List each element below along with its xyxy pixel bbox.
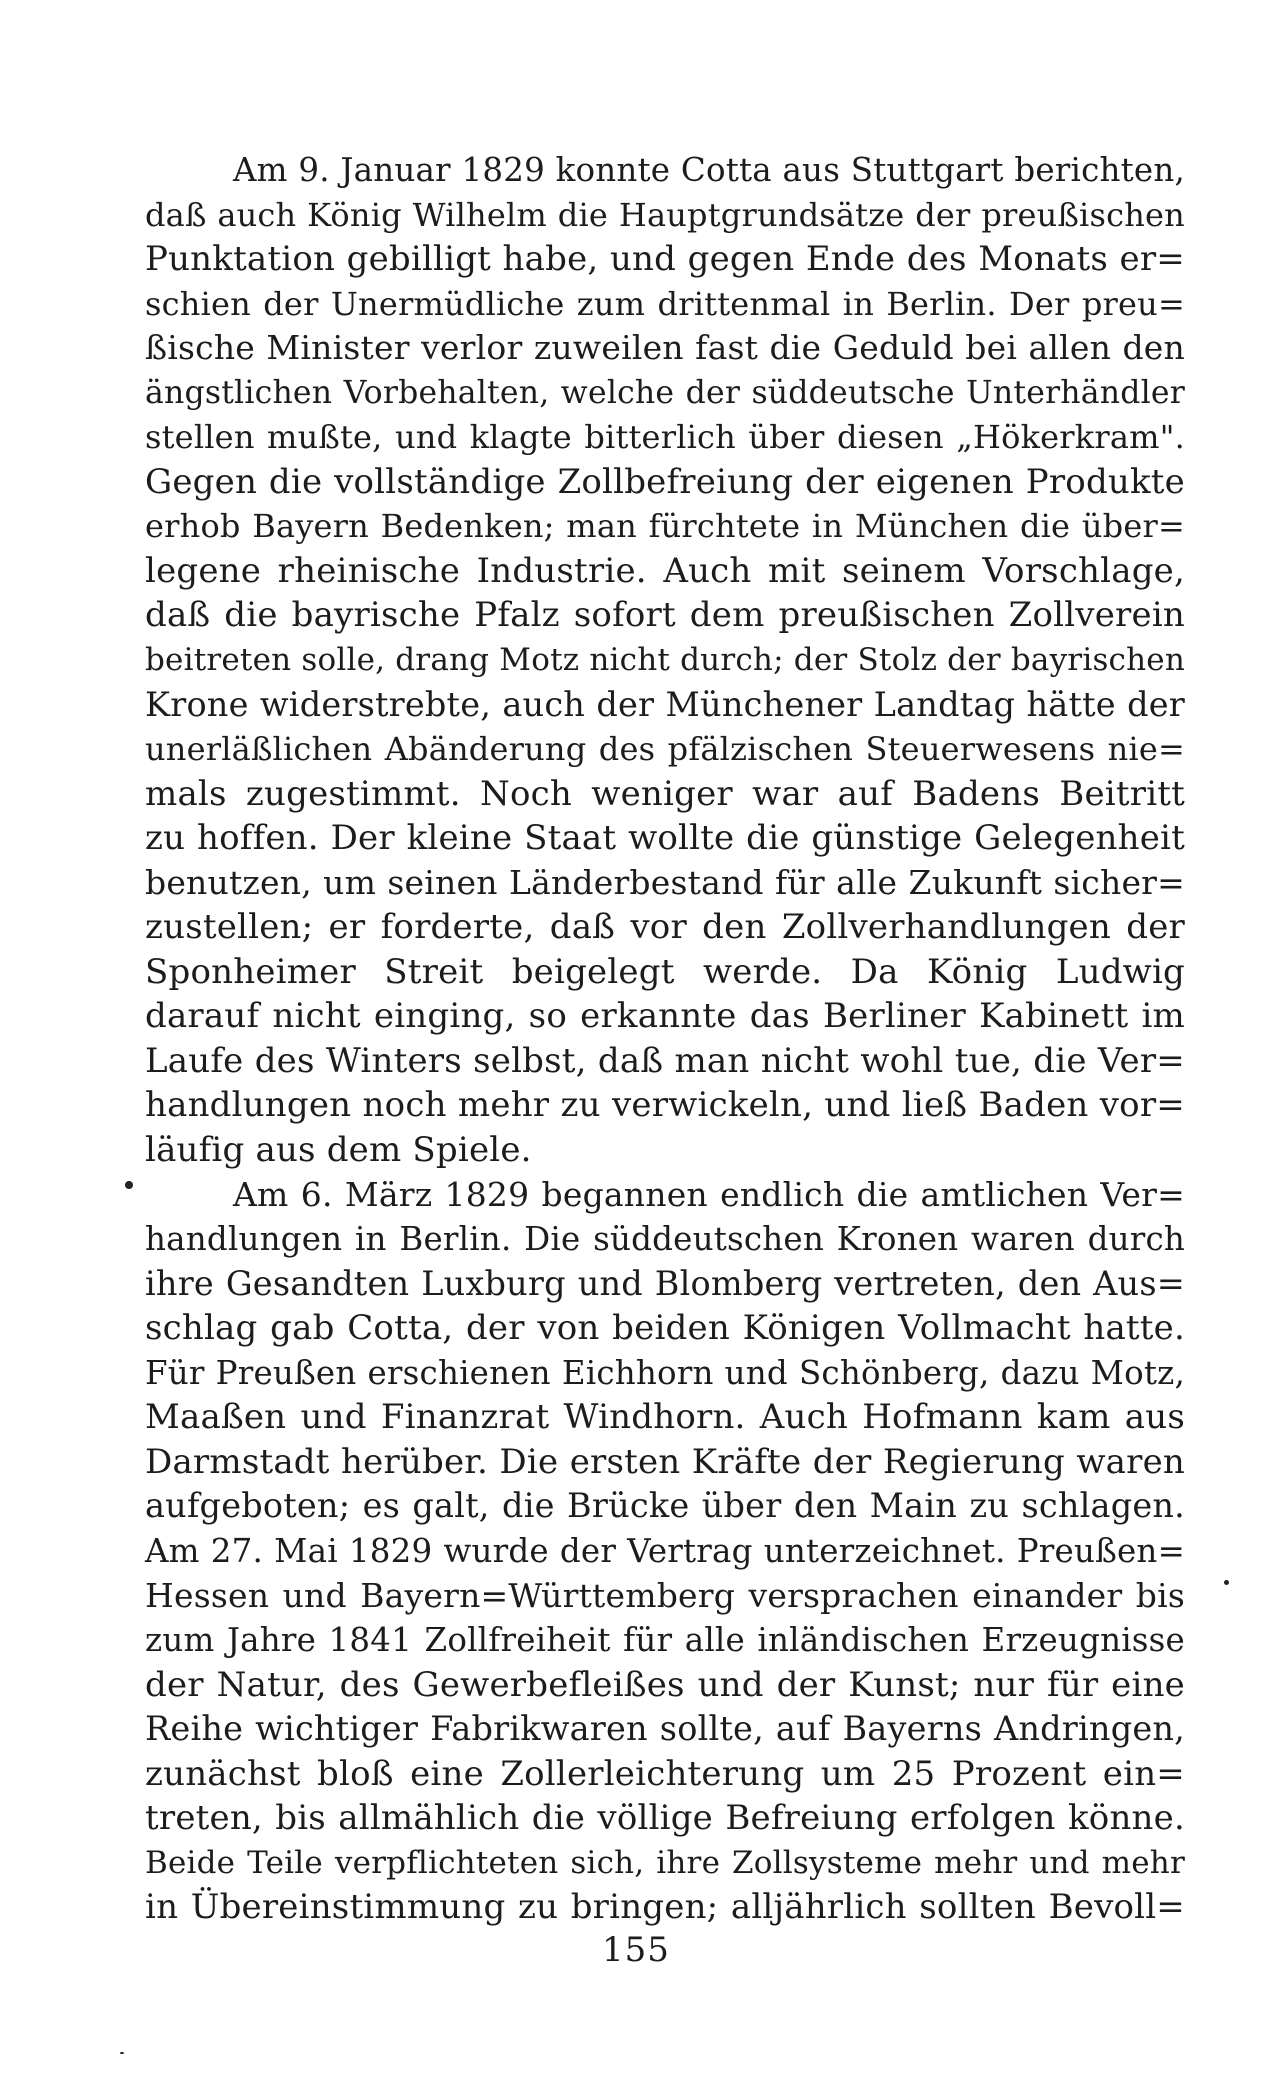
text-line: mals zugestimmt. Noch weniger war auf Badens Beitritt	[145, 773, 1185, 814]
text-line: Darmstadt herüber. Die ersten Kräfte der Regierung waren	[145, 1441, 1185, 1482]
text-line: stellen mußte, und klagte bitterlich über diesen „Hökerkram".	[145, 418, 1185, 457]
body-text	[145, 148, 1185, 1930]
print-speck	[1224, 1580, 1229, 1585]
text-line: daß auch König Wilhelm die Hauptgrundsätze der preußischen	[145, 195, 1185, 234]
text-line: darauf nicht einging, so erkannte das Berliner Kabinett im	[145, 996, 1185, 1037]
text-line: zum Jahre 1841 Zollfreiheit für alle inländischen Erzeugnisse	[145, 1621, 1185, 1660]
text-line: aufgeboten; es galt, die Brücke über den Main zu schlagen.	[145, 1486, 1185, 1526]
text-line: zunächst bloß eine Zollerleichterung um 25 Prozent ein=	[145, 1753, 1185, 1794]
text-line: erhob Bayern Bedenken; man fürchtete in München die über=	[145, 507, 1185, 546]
text-line: Am 27. Mai 1829 wurde der Vertrag unterzeichnet. Preußen=	[145, 1531, 1185, 1570]
text-line: Hessen und Bayern=Württemberg versprachen einander bis	[145, 1575, 1185, 1615]
text-line: treten, bis allmählich die völlige Befreiung erfolgen könne.	[145, 1798, 1185, 1839]
text-line: Gegen die vollständige Zollbefreiung der eigenen Produkte	[145, 461, 1185, 502]
text-line: Laufe des Winters selbst, daß man nicht wohl tue, die Ver=	[145, 1040, 1185, 1081]
paragraph-2	[145, 1173, 1185, 1930]
text-line: benutzen, um seinen Länderbestand für alle Zukunft sicher=	[145, 862, 1185, 902]
text-line: zu hoffen. Der kleine Staat wollte die günstige Gelegenheit	[145, 818, 1185, 859]
text-line: ßische Minister verlor zuweilen fast die Geduld bei allen den	[145, 328, 1185, 368]
text-line: unerläßlichen Abänderung des pfälzischen Steuerwesens nie=	[145, 730, 1185, 769]
text-line: ängstlichen Vorbehalten, welche der süddeutsche Unterhändler	[145, 374, 1185, 411]
text-line: handlungen noch mehr zu verwickeln, und ließ Baden vor=	[145, 1085, 1185, 1126]
text-line: in Übereinstimmung zu bringen; alljährlich sollten Bevoll=	[145, 1887, 1185, 1928]
text-line: beitreten solle, drang Motz nicht durch; der Stolz der bayrischen	[145, 642, 1185, 679]
text-line: Am 9. Januar 1829 konnte Cotta aus Stuttgart berichten,	[233, 151, 1185, 189]
text-line: Punktation gebilligt habe, und gegen Ende des Monats er=	[145, 239, 1185, 280]
text-line: Für Preußen erschienen Eichhorn und Schönberg, dazu Motz,	[145, 1353, 1185, 1392]
paragraph-1	[145, 148, 1185, 1173]
text-line: Beide Teile verpflichteten sich, ihre Zollsysteme mehr und mehr	[145, 1844, 1185, 1881]
text-line: handlungen in Berlin. Die süddeutschen Kronen waren durch	[145, 1220, 1185, 1259]
text-line: zustellen; er forderte, daß vor den Zollverhandlungen der	[145, 907, 1185, 948]
text-line: schlag gab Cotta, der von beiden Königen Vollmacht hatte.	[145, 1308, 1185, 1349]
page-number: 155	[602, 1930, 670, 1970]
print-speck	[125, 1181, 133, 1189]
text-line: ihre Gesandten Luxburg und Blomberg vertreten, den Aus=	[145, 1263, 1185, 1303]
text-line: Am 6. März 1829 begannen endlich die amtlichen Ver=	[233, 1174, 1185, 1214]
text-line: Reihe wichtiger Fabrikwaren sollte, auf Bayerns Andringen,	[145, 1709, 1185, 1749]
text-line: legene rheinische Industrie. Auch mit seinem Vorschlage,	[145, 550, 1185, 591]
text-line: Sponheimer Streit beigelegt werde. Da König Ludwig	[145, 951, 1185, 992]
print-speck	[120, 2052, 124, 2054]
text-line: der Natur, des Gewerbefleißes und der Kunst; nur für eine	[145, 1664, 1185, 1705]
text-line: Maaßen und Finanzrat Windhorn. Auch Hofmann kam aus	[145, 1397, 1185, 1438]
text-line: schien der Unermüdliche zum drittenmal in Berlin. Der preu=	[145, 284, 1185, 323]
text-line: läufig aus dem Spiele.	[145, 1130, 532, 1171]
text-line: Krone widerstrebte, auch der Münchener Landtag hätte der	[145, 684, 1185, 724]
text-line: daß die bayrische Pfalz sofort dem preußischen Zollverein	[145, 595, 1185, 636]
